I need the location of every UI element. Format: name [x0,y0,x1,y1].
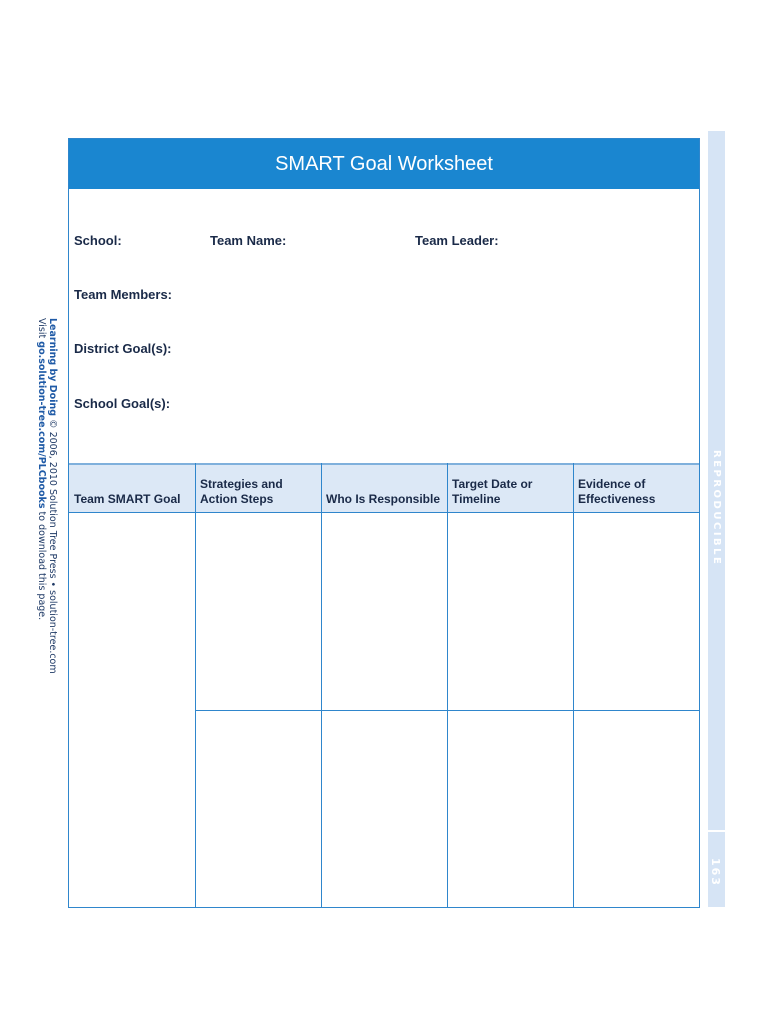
responsible-cell[interactable] [322,711,447,907]
header-who-responsible: Who Is Responsible [326,492,441,506]
timeline-cell[interactable] [448,711,573,907]
download-link[interactable]: go.solution-tree.com/PLCbooks [36,341,47,509]
header-evidence: Evidence of Effectiveness [578,477,656,506]
header-team-smart-goal: Team SMART Goal [74,492,181,506]
team-name-label: Team Name: [210,233,287,248]
reproducible-label: REPRODUCIBLE [711,450,722,567]
side-tab-divider [708,830,725,832]
visit-suffix: to download this page. [36,511,47,621]
school-goals-label: School Goal(s): [74,396,171,411]
page-number: 163 [709,858,722,887]
worksheet-title: SMART Goal Worksheet [69,139,699,189]
copyright-text: © 2006, 2010 Solution Tree Press • solution-tree.com [47,419,58,674]
goal-cell[interactable] [69,513,195,907]
team-leader-label: Team Leader: [415,233,499,248]
timeline-cell[interactable] [448,513,573,710]
team-members-label: Team Members: [74,287,173,302]
copyright-notice [36,318,58,674]
worksheet [68,138,700,908]
school-label: School: [74,233,122,248]
book-title: Learning by Doing [47,318,58,417]
header-target-date: Target Date or Timeline [452,477,533,506]
header-strategies: Strategies and Action Steps [200,477,283,506]
table-header-row [69,463,699,513]
district-goals-label: District Goal(s): [74,341,172,356]
evidence-cell[interactable] [574,513,699,710]
strategy-cell[interactable] [196,711,321,907]
evidence-cell[interactable] [574,711,699,907]
responsible-cell[interactable] [322,513,447,710]
visit-prefix: Visit [36,318,47,339]
strategy-cell[interactable] [196,513,321,710]
